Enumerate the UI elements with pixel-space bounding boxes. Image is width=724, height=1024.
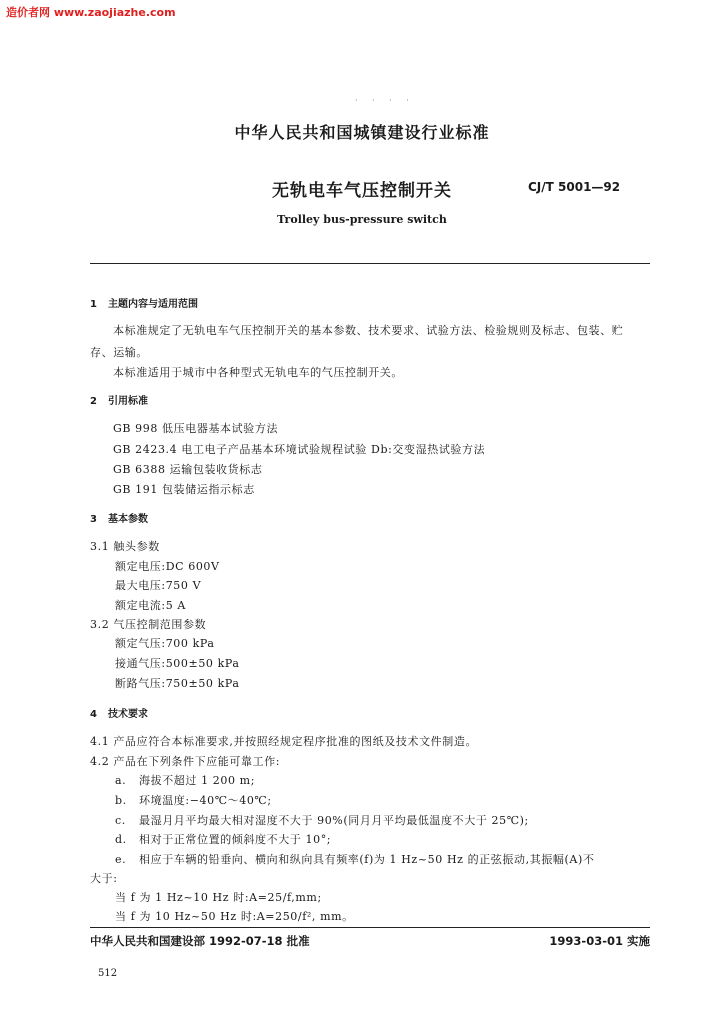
parameter-item: 断路气压:750±50 kPa: [115, 677, 240, 690]
page-number: 512: [98, 968, 118, 979]
condition-item-cont: 大于:: [90, 872, 118, 885]
english-title: Trolley bus-pressure switch: [277, 213, 447, 226]
parameter-item: 接通气压:500±50 kPa: [115, 657, 240, 670]
formula-line: 当 f 为 10 Hz~50 Hz 时:A=250/f², mm。: [115, 910, 354, 923]
subsection-3-2: 3.2 气压控制范围参数: [90, 618, 207, 631]
section-4-heading: 4 技术要求: [90, 709, 148, 720]
condition-item: c. 最湿月月平均最大相对湿度不大于 90%(同月月平均最低温度不大于 25℃);: [115, 814, 529, 827]
section-1-para-1: 本标准规定了无轨电车气压控制开关的基本参数、技术要求、试验方法、检验规则及标志、包装、贮: [113, 324, 624, 337]
watermark: 造价者网 www.zaojiazhe.com: [6, 6, 176, 19]
section-1-heading: 1 主题内容与适用范围: [90, 299, 198, 310]
approval-line: 中华人民共和国建设部 1992-07-18 批准: [90, 934, 310, 948]
section-2-heading: 2 引用标准: [90, 396, 148, 407]
document-title: 无轨电车气压控制开关: [272, 181, 452, 201]
parameter-item: 最大电压:750 V: [115, 579, 202, 592]
condition-item: b. 环境温度:−40℃～40℃;: [115, 794, 272, 807]
reference-item: GB 6388 运输包装收货标志: [113, 463, 263, 476]
formula-line: 当 f 为 1 Hz~10 Hz 时:A=25/f,mm;: [115, 891, 322, 904]
standard-code: CJ/T 5001—92: [528, 180, 621, 194]
subsection-3-1: 3.1 触头参数: [90, 540, 160, 553]
reference-item: GB 998 低压电器基本试验方法: [113, 422, 279, 435]
section-3-heading: 3 基本参数: [90, 514, 148, 525]
clause-4-1: 4.1 产品应符合本标准要求,并按照经规定程序批准的图纸及技术文件制造。: [90, 735, 478, 748]
condition-item: e. 相应于车辆的铅垂向、横向和纵向具有频率(f)为 1 Hz~50 Hz 的正弦振动,其振幅(A)不: [115, 853, 595, 866]
clause-4-2: 4.2 产品在下列条件下应能可靠工作:: [90, 755, 281, 768]
standard-organization: 中华人民共和国城镇建设行业标准: [234, 123, 490, 142]
section-1-para-1-cont: 存、运输。: [90, 346, 148, 359]
parameter-item: 额定电压:DC 600V: [115, 560, 220, 573]
parameter-item: 额定电流:5 A: [115, 599, 186, 612]
reference-item: GB 191 包装储运指示标志: [113, 483, 255, 496]
section-1-para-2: 本标准适用于城市中各种型式无轨电车的气压控制开关。: [113, 366, 403, 379]
scan-specks: · · · ·: [355, 96, 415, 105]
effective-date: 1993-03-01 实施: [549, 934, 650, 948]
footer-rule: [90, 927, 650, 928]
condition-item: a. 海拔不超过 1 200 m;: [115, 774, 256, 787]
reference-item: GB 2423.4 电工电子产品基本环境试验规程试验 Db:交变湿热试验方法: [113, 443, 486, 456]
header-rule: [90, 263, 650, 264]
parameter-item: 额定气压:700 kPa: [115, 637, 215, 650]
condition-item: d. 相对于正常位置的倾斜度不大于 10°;: [115, 833, 332, 846]
